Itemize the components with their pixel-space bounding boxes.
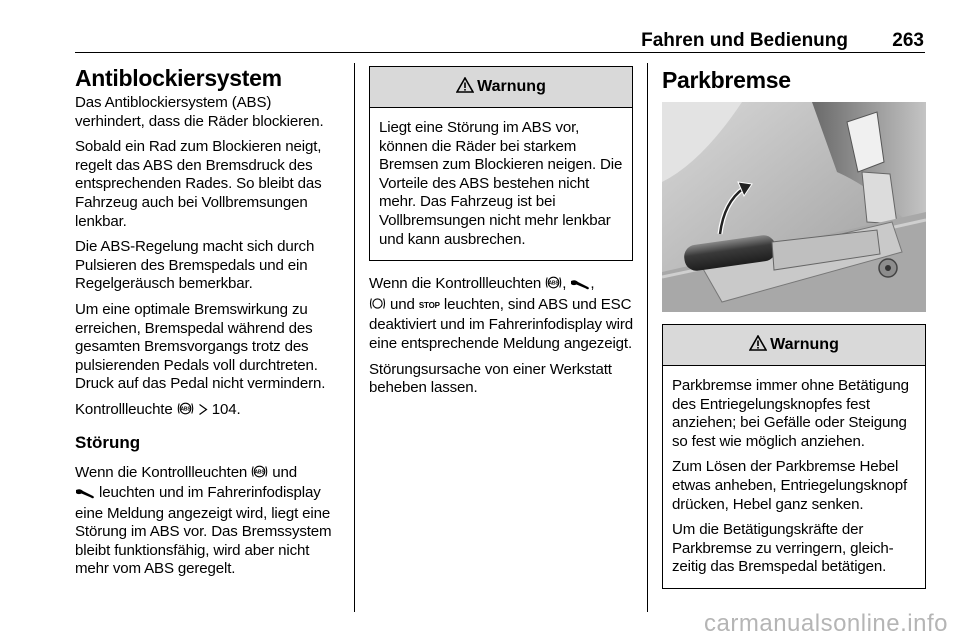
warning-triangle-icon: [749, 335, 767, 356]
warning-box: [369, 66, 633, 261]
warning-label: Warnung: [477, 78, 546, 95]
watermark: carmanualsonline.info: [704, 610, 948, 637]
warning-body: [370, 108, 632, 260]
paragraph: Sobald ein Rad zum Blockieren neigt, regelt das ABS den Bremsdruck des entsprechenden Rades. So bleibt das Fahrzeug auch bei Vollbremsungen lenkbar.: [75, 138, 322, 230]
column-parkbremse: [662, 64, 926, 589]
paragraph: Das Antiblockiersystem (ABS) verhindert, dass die Räder blockieren.: [75, 94, 324, 130]
wrench-icon: [570, 277, 590, 296]
abs-warning-icon: [545, 275, 562, 296]
paragraph-fault: Wenn die Kontrollleuchten ABS und leuchten und im Fahrerinfodisplay eine Meldung angezeigt wird, liegt eine Störung im ABS vor. Das Bremssystem bleibt funktionsfähig, wird aber nicht mehr vom ABS geregelt.: [75, 463, 332, 578]
paragraph: Die ABS-Regelung macht sich durch Pulsieren des Bremspedals und ein Regelgeräusch bemerkbar.: [75, 238, 315, 293]
warning-label: Warnung: [770, 336, 839, 353]
stop-icon: STOP: [418, 300, 440, 310]
abs-warning-icon: [251, 464, 268, 485]
svg-text:ABS: ABS: [180, 406, 191, 413]
chapter-title: Fahren und Bedienung: [641, 30, 848, 51]
page-reference-icon: [198, 403, 208, 422]
section-heading-parkbremse: Parkbremse: [662, 67, 791, 93]
column-abs-continued: [369, 66, 633, 405]
control-light-reference: Kontrollleuchte ABS 104.: [75, 401, 341, 422]
warning-body: [663, 366, 925, 588]
section-heading-abs: Antiblockiersystem: [75, 65, 282, 91]
wrench-icon: [75, 486, 95, 505]
subheading-stoerung: Störung: [75, 432, 141, 452]
paragraph-esc: Wenn die Kontrollleuchten ABS , , und STOP leuchten, sind ABS und ESC deaktiviert und im Fahrerinfodisplay wird eine entsprechende Meldung angezeigt.: [369, 275, 633, 352]
column-divider: [647, 63, 648, 612]
page-header: [0, 0, 960, 60]
page-number: 263: [892, 30, 924, 51]
paragraph: Um eine optimale Bremswirkung zu erreichen, Bremspedal während des gesamten Bremsvorgangs trotz des pulsierenden Pedals voll durchtreten. Druck auf das Pedal nicht vermindern.: [75, 300, 326, 393]
esc-off-icon: [369, 296, 386, 317]
warning-text: Zum Lösen der Parkbremse Hebel etwas anheben, Entriegelungsknopf drücken, Hebel ganz senken.: [672, 458, 908, 513]
warning-text: Liegt eine Störung im ABS vor, können die Räder bei starkem Bremsen zum Blockieren neigen. Die Vorteile des ABS bestehen nicht mehr. Das Fahrzeug ist bei Vollbremsungen nicht mehr lenkbar und kann ausbrechen.: [379, 119, 623, 248]
abs-warning-icon: [177, 401, 194, 422]
warning-text: Um die Betätigungskräfte der Parkbremse zu verringern, gleichzeitig das Bremspedal betätigen.: [672, 521, 894, 576]
column-abs: [75, 64, 341, 586]
paragraph-workshop: Störungsursache von einer Werkstatt beheben lassen.: [369, 360, 612, 397]
parking-brake-photo: [662, 102, 926, 312]
warning-box: [662, 324, 926, 589]
svg-text:ABS: ABS: [548, 280, 559, 287]
warning-header: [663, 325, 925, 366]
svg-text:ABS: ABS: [254, 468, 265, 475]
column-divider: [354, 63, 355, 612]
header-rule: [75, 52, 925, 53]
warning-header: [370, 67, 632, 108]
warning-text: Parkbremse immer ohne Betätigung des Entriegelungsknopfes fest anziehen; bei Gefälle oder Steigung so fest wie möglich anziehen.: [672, 377, 909, 450]
warning-triangle-icon: [456, 77, 474, 98]
